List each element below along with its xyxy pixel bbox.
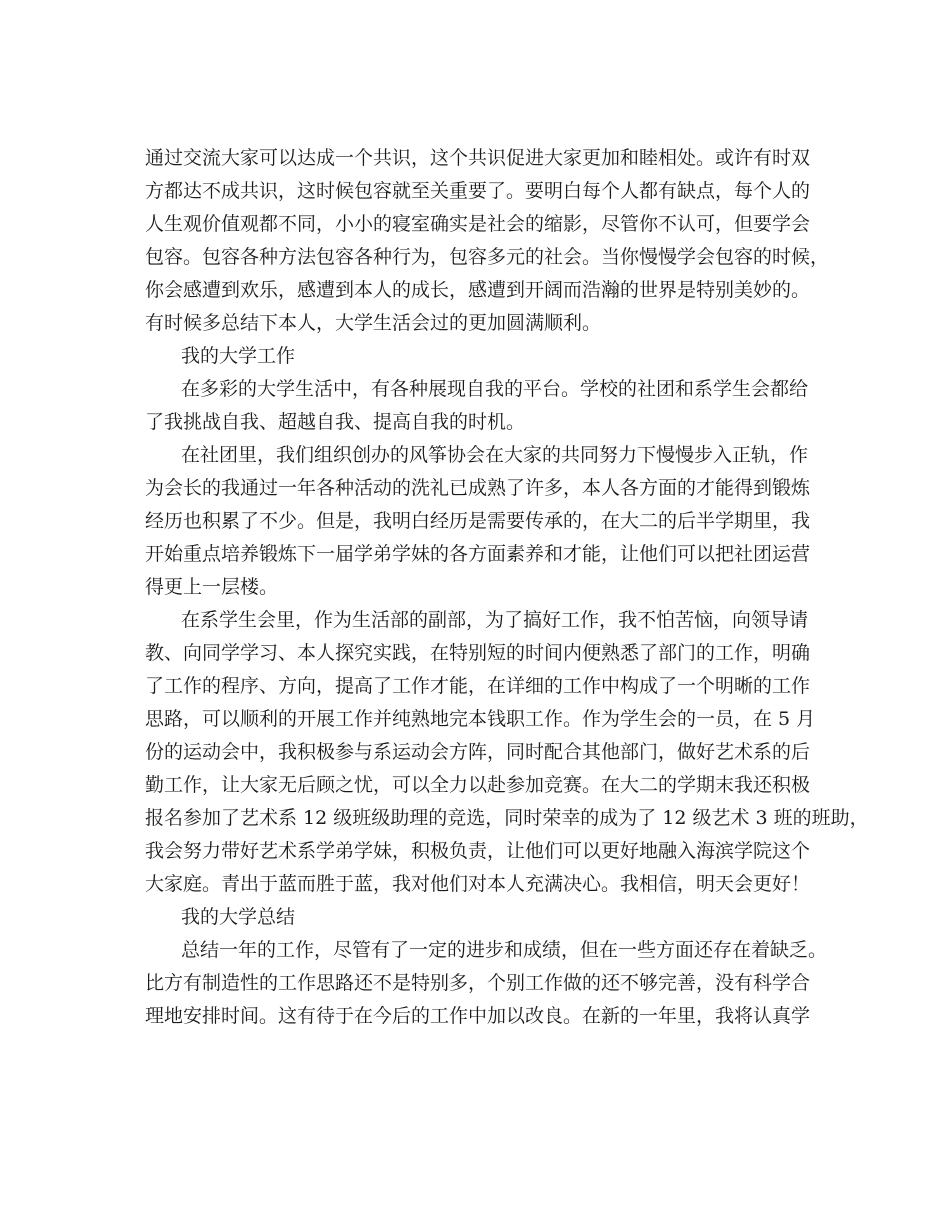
text-line: 比方有制造性的工作思路还不是特别多，个别工作做的还不够完善，没有科学合 [145,972,811,994]
section-heading: 我的大学工作 [181,345,296,367]
text-line: 勤工作，让大家无后顾之忧，可以全力以赴参加竞赛。在大二的学期末我还积极 [145,774,811,796]
text-line: 教、向同学学习、本人探究实践，在特别短的时间内便熟悉了部门的工作，明确 [145,642,811,664]
text-line: 了工作的程序、方向，提高了工作才能，在详细的工作中构成了一个明晰的工作 [145,675,811,697]
text-line: 理地安排时间。这有待于在今后的工作中加以改良。在新的一年里，我将认真学 [145,1005,811,1027]
text-line: 我会努力带好艺术系学弟学妹，积极负责，让他们可以更好地融入海滨学院这个 [145,840,811,862]
text-line: 在多彩的大学生活中，有各种展现自我的平台。学校的社团和系学生会都给 [181,378,809,400]
text-line: 份的运动会中，我积极参与系运动会方阵，同时配合其他部门，做好艺术系的后 [145,741,811,763]
text-line: 经历也积累了不少。但是，我明白经历是需要传承的，在大二的后半学期里，我 [145,510,811,532]
text-line: 你会感遭到欢乐，感遭到本人的成长，感遭到开阔而浩瀚的世界是特别美妙的。 [145,279,811,301]
text-line: 开始重点培养锻炼下一届学弟学妹的各方面素养和才能，让他们可以把社团运营 [145,543,811,565]
text-line: 包容。包容各种方法包容各种行为，包容多元的社会。当你慢慢学会包容的时候， [145,246,830,268]
section-heading: 我的大学总结 [181,906,296,928]
text-line: 有时候多总结下本人，大学生活会过的更加圆满顺利。 [145,312,602,334]
text-line: 得更上一层楼。 [145,576,279,598]
text-line: 人生观价值观都不同，小小的寝室确实是社会的缩影，尽管你不认可，但要学会 [145,213,811,235]
text-line: 方都达不成共识，这时候包容就至关重要了。要明白每个人都有缺点，每个人的 [145,180,811,202]
text-line: 报名参加了艺术系 12 级班级助理的竞选，同时荣幸的成为了 12 级艺术 3 班的班助， [145,807,869,829]
text-line: 在系学生会里，作为生活部的副部，为了搞好工作，我不怕苦恼，向领导请 [181,609,809,631]
text-line: 总结一年的工作，尽管有了一定的进步和成绩，但在一些方面还存在着缺乏。 [181,939,828,961]
text-line: 为会长的我通过一年各种活动的洗礼已成熟了许多，本人各方面的才能得到锻炼 [145,477,811,499]
text-line: 在社团里，我们组织创办的风筝协会在大家的共同努力下慢慢步入正轨，作 [181,444,809,466]
text-line: 通过交流大家可以达成一个共识，这个共识促进大家更加和睦相处。或许有时双 [145,147,811,169]
text-line: 大家庭。青出于蓝而胜于蓝，我对他们对本人充满决心。我相信，明天会更好！ [145,873,811,895]
text-line: 了我挑战自我、超越自我、提高自我的时机。 [145,411,526,433]
text-line: 思路，可以顺利的开展工作并纯熟地完本钱职工作。作为学生会的一员，在 5 月 [145,708,816,730]
